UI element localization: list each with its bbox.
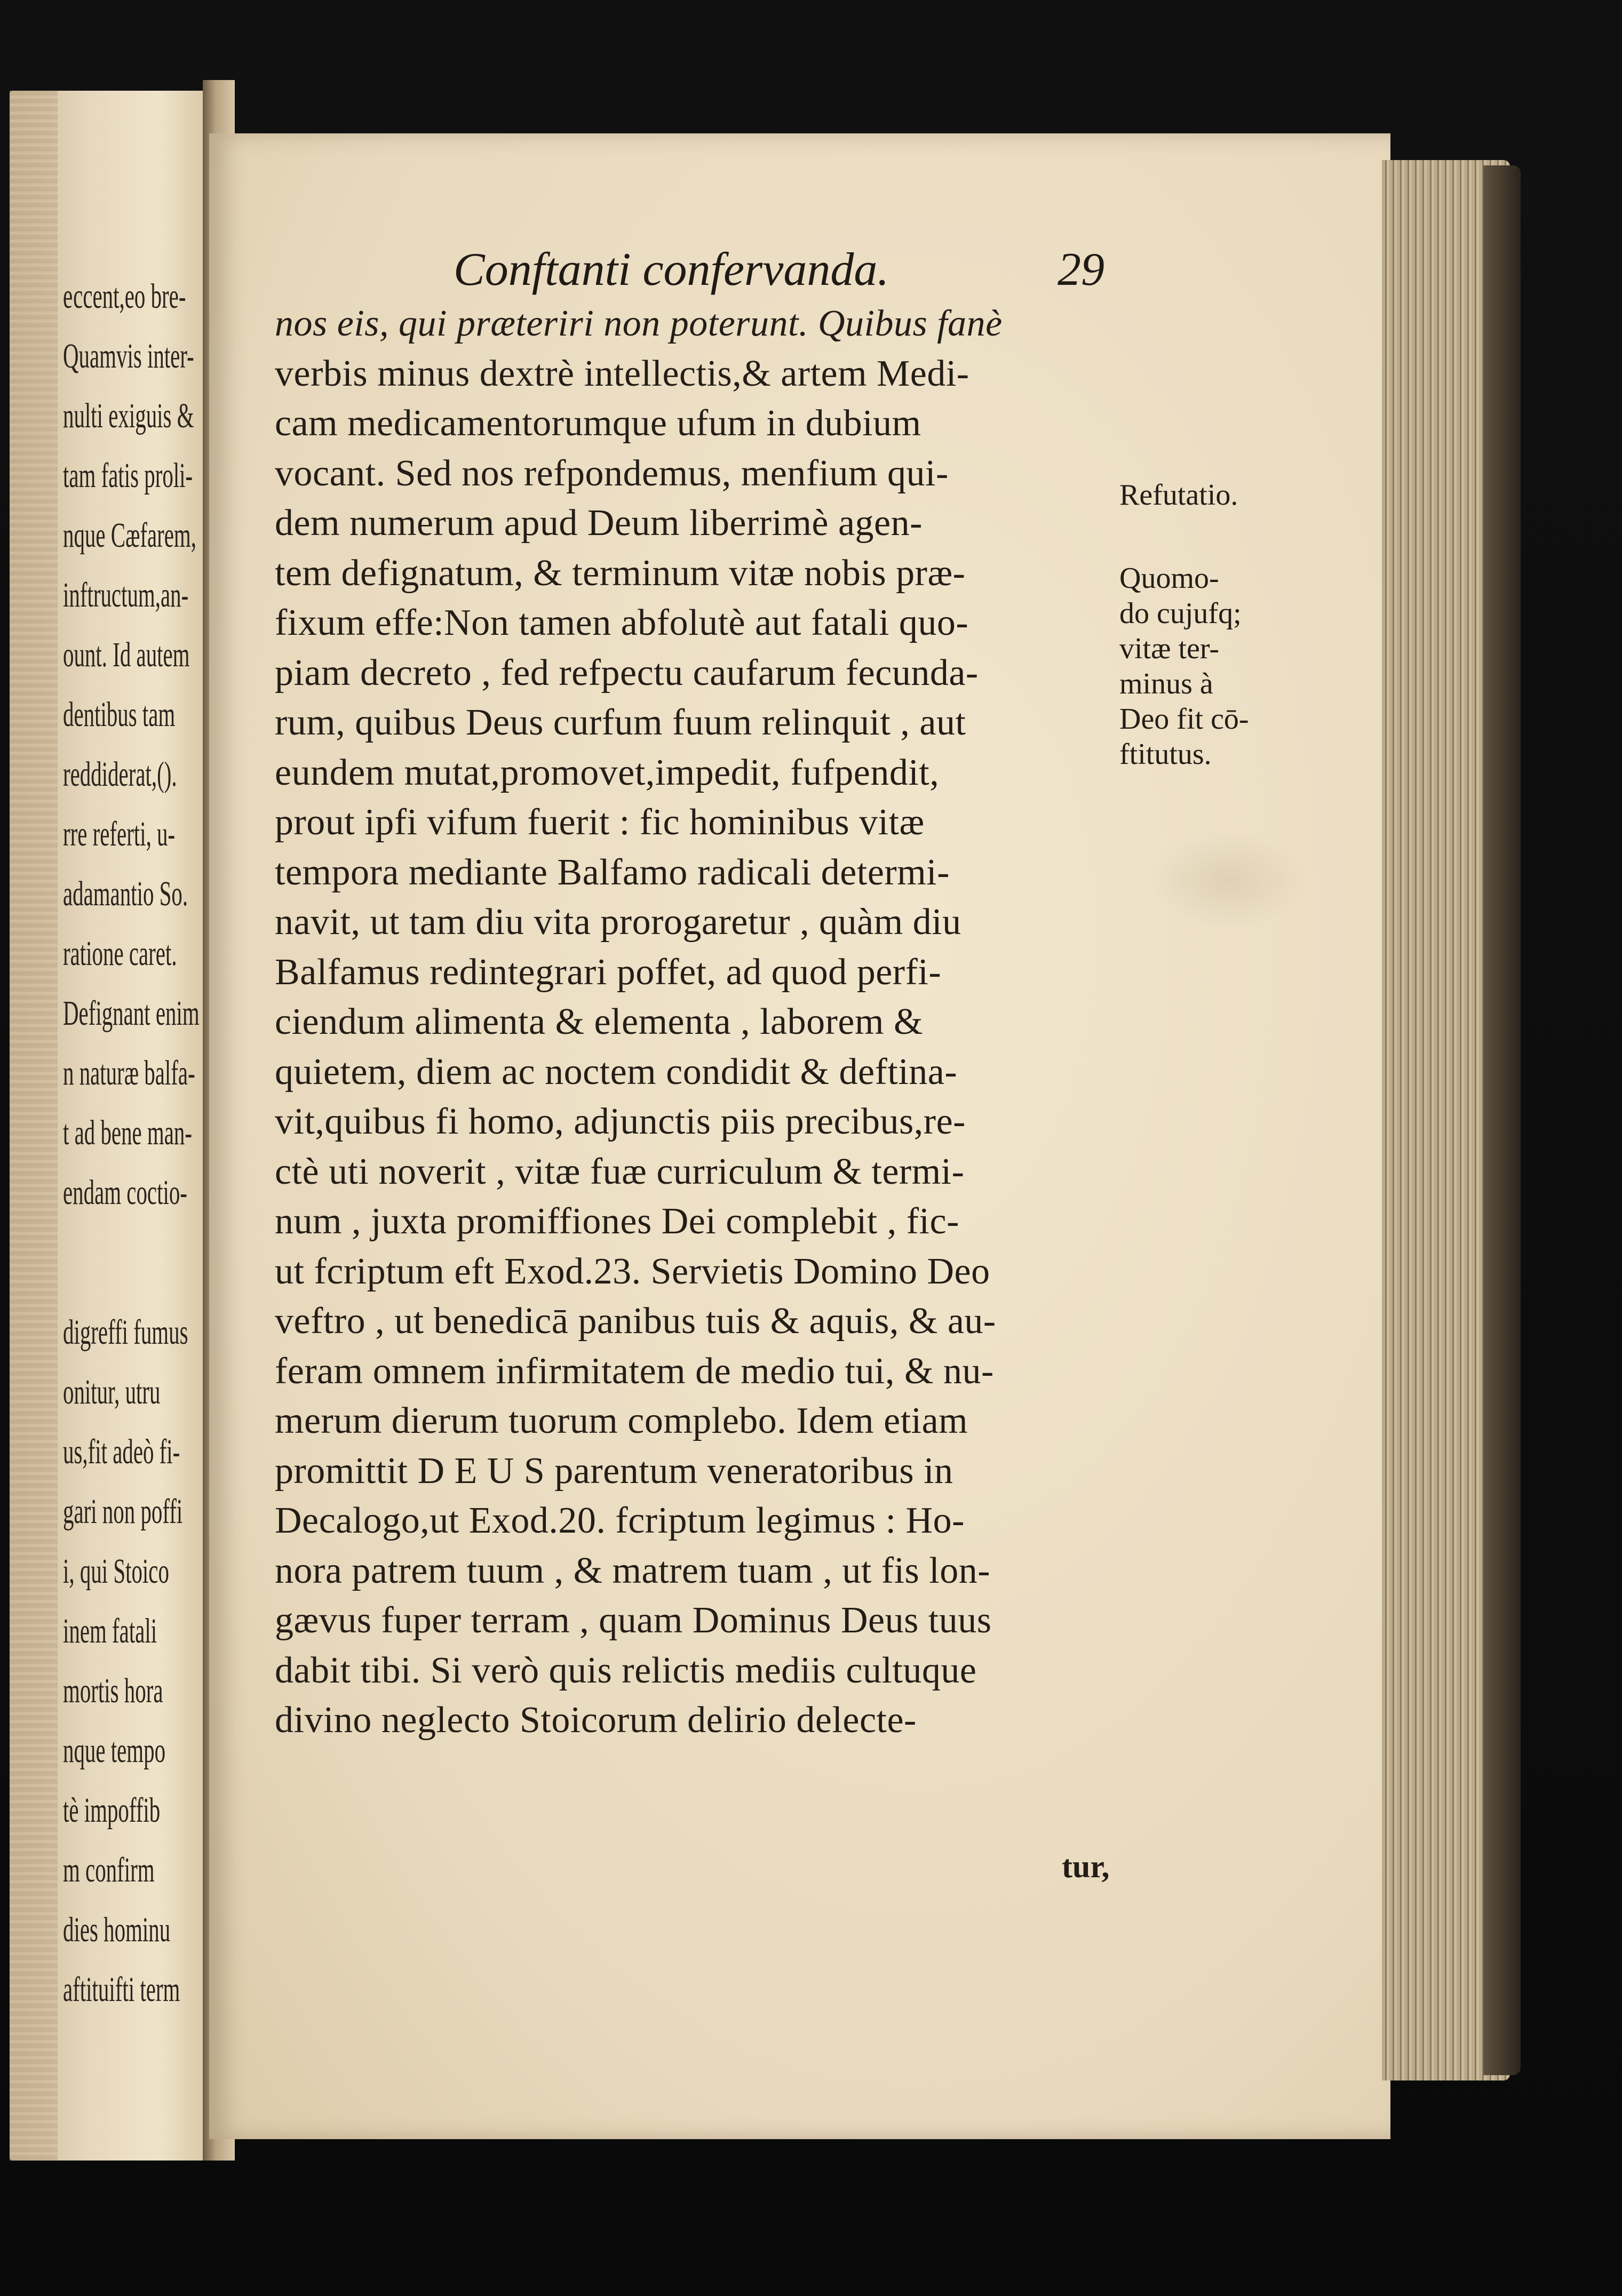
text-line: tem defignatum, & terminum vitæ nobis præ- — [275, 552, 966, 594]
text-line: Decalogo,ut Exod.20. fcriptum legimus : Ho- — [275, 1500, 965, 1541]
running-title: Conftanti confervanda. — [454, 244, 889, 296]
left-page-fragment — [63, 1043, 195, 1103]
left-page-fragment-text: reddiderat,(). — [63, 755, 177, 794]
left-page-fragment — [63, 1900, 171, 1960]
text-line: fixum effe:Non tamen abfolutè aut fatali quo- — [275, 602, 969, 643]
left-page-fragment-text: ratione caret. — [63, 934, 177, 973]
left-page-fragment-text: dies hominu — [63, 1910, 171, 1949]
left-page-fragment — [63, 1601, 157, 1661]
left-page-fragment — [63, 446, 193, 506]
left-page-fragment — [63, 1661, 163, 1721]
text-line: Balfamus redintegrari poffet, ad quod perfi- — [275, 951, 942, 993]
left-page-fragment-text: gari non poffi — [63, 1492, 183, 1531]
text-line: dem numerum apud Deum liberrimè agen- — [275, 503, 923, 544]
text-line: eundem mutat,promovet,impedit, fufpendit, — [275, 752, 940, 793]
margin-notes — [1119, 477, 1333, 772]
left-page-fragment-text: us,fit adeò fi- — [63, 1432, 180, 1471]
text-line: verbis minus dextrè intellectis,& artem Medi- — [275, 353, 969, 394]
left-page-text — [63, 267, 207, 2020]
left-page-fragment-text: ount. Id autem — [63, 635, 190, 674]
body-text — [275, 299, 1128, 1745]
margin-note-line: ftitutus. — [1119, 738, 1212, 771]
left-page-fragment-text: onitur, utru — [63, 1373, 161, 1412]
left-page-fragment-text: endam coctio- — [63, 1173, 187, 1212]
left-page-fragment-text: nque tempo — [63, 1731, 166, 1770]
text-line: nos eis, qui præteriri non poterunt. Quibus fanè — [275, 303, 1003, 344]
paper-stain — [1147, 832, 1307, 928]
left-page-fragment-text: inem fatali — [63, 1612, 157, 1651]
catch-word: tur, — [1062, 1849, 1110, 1884]
margin-note-line: Refutatio. — [1119, 479, 1238, 512]
text-line: promittit D E U S parentum veneratoribus in — [275, 1450, 953, 1492]
left-page-fragment — [63, 1960, 180, 2020]
running-head — [454, 243, 1104, 307]
left-page-fragment-text: aftituifti term — [63, 1970, 180, 2009]
text-line: dabit tibi. Si verò quis relictis mediis cultuque — [275, 1649, 977, 1691]
text-line: ut fcriptum eft Exod.23. Servietis Domino Deo — [275, 1250, 990, 1292]
margin-note-line: vitæ ter- — [1119, 632, 1220, 665]
left-page-fragment — [63, 1482, 183, 1542]
text-line: gævus fuper terram , quam Dominus Deus tuus — [275, 1600, 992, 1641]
text-line: feram omnem infirmitatem de medio tui, & nu- — [275, 1350, 994, 1392]
left-page-fragment — [63, 1422, 180, 1482]
text-line: veftro , ut benedicā panibus tuis & aquis, & au- — [275, 1301, 996, 1342]
text-line: ctè uti noverit , vitæ fuæ curriculum & termi- — [275, 1151, 965, 1192]
left-page-fragment — [63, 1840, 155, 1900]
left-page-fragment-text: m confirm — [63, 1851, 155, 1890]
left-page-fragment-text: inftructum,an- — [63, 576, 189, 615]
text-line: vit,quibus fi homo, adjunctis piis precibus,re- — [275, 1101, 966, 1142]
left-page-fragment-text: adamantio So. — [63, 874, 188, 913]
text-line: num , juxta promiffiones Dei complebit , fic- — [275, 1201, 959, 1242]
margin-note-line: Quomo- — [1119, 562, 1219, 595]
left-page-fragment-text: ессent,eo bre- — [63, 277, 186, 316]
left-page-fragment — [63, 804, 176, 864]
text-line: vocant. Sed nos refpondemus, menfium qui- — [275, 452, 949, 494]
left-page-fragment — [63, 1303, 188, 1362]
text-line: ciendum alimenta & elementa , laborem & — [275, 1001, 923, 1042]
text-line: navit, ut tam diu vita prorogaretur , quàm diu — [275, 902, 961, 943]
left-page-fragment-text: dentibus tam — [63, 695, 176, 734]
left-page-edge — [10, 91, 58, 2161]
left-page-fragment — [63, 1721, 166, 1781]
left-page-fragment — [63, 1163, 187, 1223]
left-page-fragment-text: tè impoffib — [63, 1791, 161, 1830]
left-page-fragment — [63, 864, 188, 924]
left-page-fragment-text: t ad bene man- — [63, 1113, 193, 1152]
left-page-fragment — [63, 1362, 161, 1422]
left-page-fragment-text: nque Cæfarem, — [63, 516, 196, 555]
left-page-fragment-text: rre referti, u- — [63, 815, 176, 854]
left-page-fragment-text: Quamvis inter- — [63, 337, 194, 376]
left-page-fragment-text: i, qui Stoico — [63, 1552, 169, 1591]
left-page-fragment — [63, 565, 189, 625]
left-page-fragment-text: digreffi fumus — [63, 1313, 188, 1352]
cover-edge — [1483, 165, 1521, 2075]
text-line: rum, quibus Deus curfum fuum relinquit , aut — [275, 702, 966, 743]
left-page-fragment-text: tam fatis proli- — [63, 456, 193, 495]
left-page-fragment-text: mortis hora — [63, 1671, 163, 1710]
margin-note-line: Deo fit cō- — [1119, 703, 1249, 736]
page-number: 29 — [1058, 244, 1104, 296]
left-page-fragment-text: n naturæ balfa- — [63, 1054, 195, 1093]
left-page — [10, 91, 208, 2161]
left-page-fragment — [63, 1781, 161, 1840]
left-page-fragment — [63, 386, 194, 446]
left-page-fragment — [63, 1103, 193, 1163]
left-page-fragment — [63, 685, 176, 745]
left-page-fragment — [63, 745, 177, 804]
margin-note-line: do cujufq; — [1119, 597, 1242, 630]
left-page-fragment — [63, 924, 177, 984]
left-page-fragment — [63, 326, 194, 386]
text-line: piam decreto , fed refpectu caufarum fecunda- — [275, 652, 979, 693]
left-page-fragment — [63, 506, 196, 565]
text-line: divino neglecto Stoicorum delirio delecte- — [275, 1700, 917, 1741]
text-line: tempora mediante Balfamo radicali determi- — [275, 851, 950, 893]
left-page-fragment-text: nulti exiguis & — [63, 396, 194, 435]
text-line: cam medicamentorumque ufum in dubium — [275, 403, 921, 444]
left-page-fragment — [63, 267, 186, 326]
left-page-fragment — [63, 625, 190, 685]
text-line: merum dierum tuorum complebo. Idem etiam — [275, 1400, 968, 1441]
left-page-fragment — [63, 1542, 169, 1601]
text-line: prout ipfi vifum fuerit : fic hominibus vitæ — [275, 802, 925, 843]
margin-note-line: minus à — [1119, 667, 1213, 700]
left-page-fragment-text: Defignant enim — [63, 994, 200, 1033]
text-line: quietem, diem ac noctem condidit & deftina- — [275, 1051, 958, 1093]
left-page-fragment — [63, 984, 200, 1043]
text-line: nora patrem tuum , & matrem tuam , ut fis lon- — [275, 1550, 991, 1591]
